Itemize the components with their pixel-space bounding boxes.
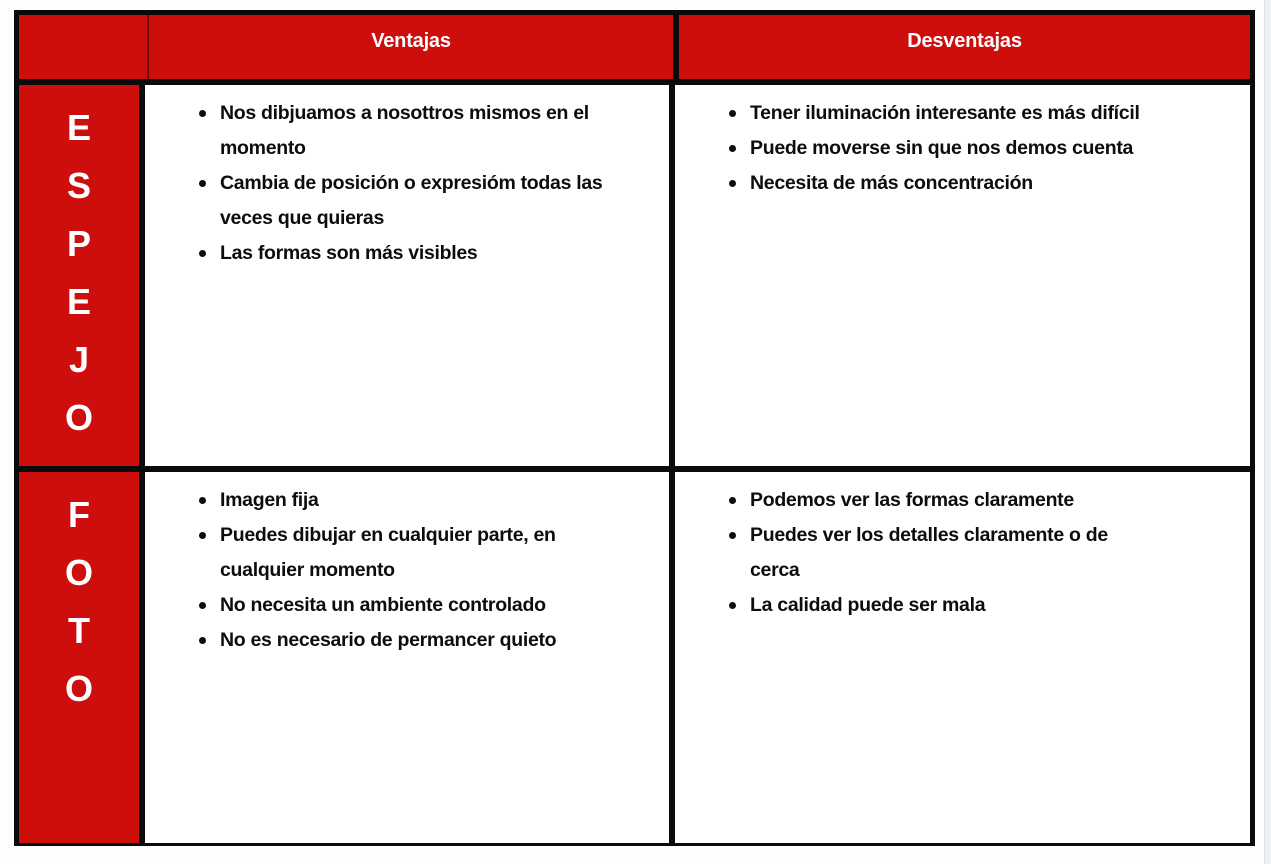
bullet-item: Podemos ver las formas claramente: [727, 483, 1151, 518]
bullet-item: No necesita un ambiente controlado: [197, 588, 621, 623]
row-label-espejo: [19, 85, 145, 466]
table-row-foto: [19, 472, 1250, 843]
corner-cell: [19, 15, 149, 79]
bullet-item: Puede moverse sin que nos demos cuenta: [727, 131, 1151, 166]
bullet-item: Puedes dibujar en cualquier parte, en cualquier momento: [197, 518, 621, 588]
column-header-desventajas: Desventajas: [907, 29, 1022, 52]
bullet-item: Puedes ver los detalles claramente o de cerca: [727, 518, 1151, 588]
row-letter: O: [64, 668, 93, 709]
page-edge: [1264, 0, 1271, 864]
bullet-item: No es necesario de permancer quieto: [197, 623, 621, 658]
bullet-item: Imagen fija: [197, 483, 621, 518]
column-header-ventajas: Ventajas: [149, 15, 679, 79]
table-header-row: [19, 15, 1250, 85]
cell-foto-desventajas: [675, 472, 1250, 843]
row-letter: O: [64, 552, 93, 593]
bullet-item: Nos dibjuamos a nosottros mismos en el momento: [197, 96, 621, 166]
espejo-ventajas-list: [145, 85, 669, 271]
row-letter: J: [68, 339, 90, 380]
table-row-espejo: [19, 85, 1250, 472]
comparison-table: [14, 10, 1255, 846]
row-letter: O: [64, 397, 93, 438]
bullet-item: La calidad puede ser mala: [727, 588, 1151, 623]
row-letter: F: [68, 494, 90, 535]
cell-espejo-ventajas: [145, 85, 675, 466]
espejo-desventajas-list: [675, 85, 1250, 201]
bullet-item: Tener iluminación interesante es más difícil: [727, 96, 1151, 131]
row-label-foto: [19, 472, 145, 843]
row-letter: T: [68, 610, 90, 651]
row-letter: E: [66, 107, 91, 148]
bullet-item: Las formas son más visibles: [197, 236, 621, 271]
bullet-item: Cambia de posición o expresióm todas las veces que quieras: [197, 166, 621, 236]
bullet-item: Necesita de más concentración: [727, 166, 1151, 201]
cell-foto-ventajas: [145, 472, 675, 843]
row-letter: E: [66, 281, 91, 322]
cell-espejo-desventajas: [675, 85, 1250, 466]
row-letter: P: [66, 223, 91, 264]
row-letter: S: [66, 165, 91, 206]
foto-ventajas-list: [145, 472, 669, 658]
foto-desventajas-list: [675, 472, 1250, 623]
